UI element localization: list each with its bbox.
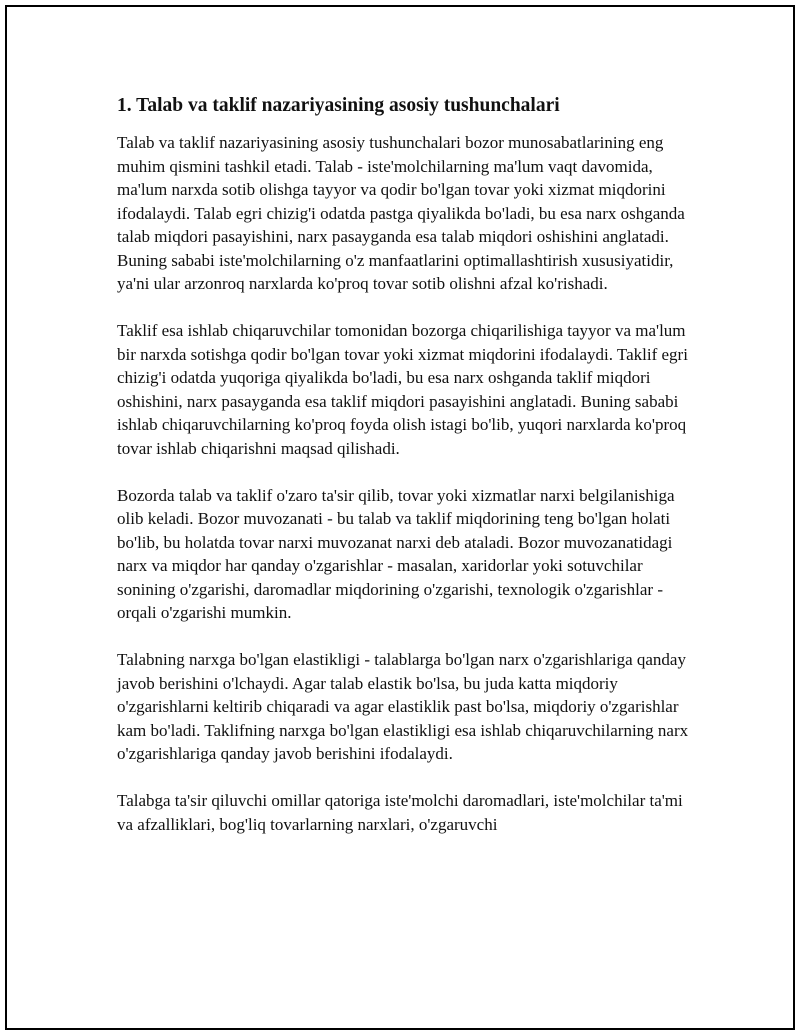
paragraph-supply-definition: Taklif esa ishlab chiqaruvchilar tomonidan bozorga chiqarilishiga tayyor va ma'lum bir narxda sotishga qodir bo'lgan tovar yoki xizmat miqdorini ifodalaydi. Taklif egri chizig'i odatda yuqoriga qiyalikda bo'ladi, bu esa narx oshganda taklif miqdori oshishini, narx pasayganda esa taklif miqdori pasayishini anglatadi. Buning sababi ishlab chiqaruvchilarning ko'proq foyda olish istagi bo'lib, yuqori narxlarda ko'proq tovar ishlab chiqarishni maqsad qilishadi.: [117, 321, 688, 458]
paragraph-demand-definition: Talab va taklif nazariyasining asosiy tushunchalari bozor munosabatlarining eng muhim qismini tashkil etadi. Talab - iste'molchilarning ma'lum vaqt davomida, ma'lum narxda sotib olishga tayyor va qodir bo'lgan tovar yoki xizmat miqdorini ifodalaydi. Talab egri chizig'i odatda pastga qiyalikda bo'ladi, bu esa narx oshganda talab miqdori pasayishini, narx pasayganda esa talab miqdori oshishini anglatadi. Buning sababi iste'molchilarning o'z manfaatlarini optimallashtirish xususiyatidir, ya'ni ular arzonroq narxlarda ko'proq tovar sotib olishni afzal ko'rishadi.: [117, 133, 685, 293]
paragraph-demand-factors: Talabga ta'sir qiluvchi omillar qatoriga iste'molchi daromadlari, iste'molchilar ta'mi va afzalliklari, bog'liq tovarlarning narxlari, o'zgaruvchi: [117, 791, 683, 834]
paragraph-market-equilibrium: Bozorda talab va taklif o'zaro ta'sir qilib, tovar yoki xizmatlar narxi belgilanishiga olib keladi. Bozor muvozanati - bu talab va taklif miqdorining teng bo'lgan holati bo'lib, bu holatda tovar narxi muvozanat narxi deb ataladi. Bozor muvozanatidagi narx va miqdor har qanday o'zgarishlar - masalan, xaridorlar yoki sotuvchilar sonining o'zgarishi, daromadlar miqdorining o'zgarishi, texnologik o'zgarishlar - orqali o'zgarishi mumkin.: [117, 485, 675, 622]
section-heading: 1. Talab va taklif nazariyasining asosiy tushunchalari: [117, 95, 560, 116]
paragraph-price-elasticity: Talabning narxga bo'lgan elastikligi - talablarga bo'lgan narx o'zgarishlariga qanday javob berishini o'lchaydi. Agar talab elastik bo'lsa, bu juda katta miqdoriy o'zgarishlarni keltirib chiqaradi va agar elastiklik past bo'lsa, miqdoriy o'zgarishlar kam bo'ladi. Taklifning narxga bo'lgan elastikligi esa ishlab chiqaruvchilarning narx o'zgarishlariga qanday javob berishini ifodalaydi.: [117, 650, 689, 763]
document-body: [117, 93, 695, 860]
